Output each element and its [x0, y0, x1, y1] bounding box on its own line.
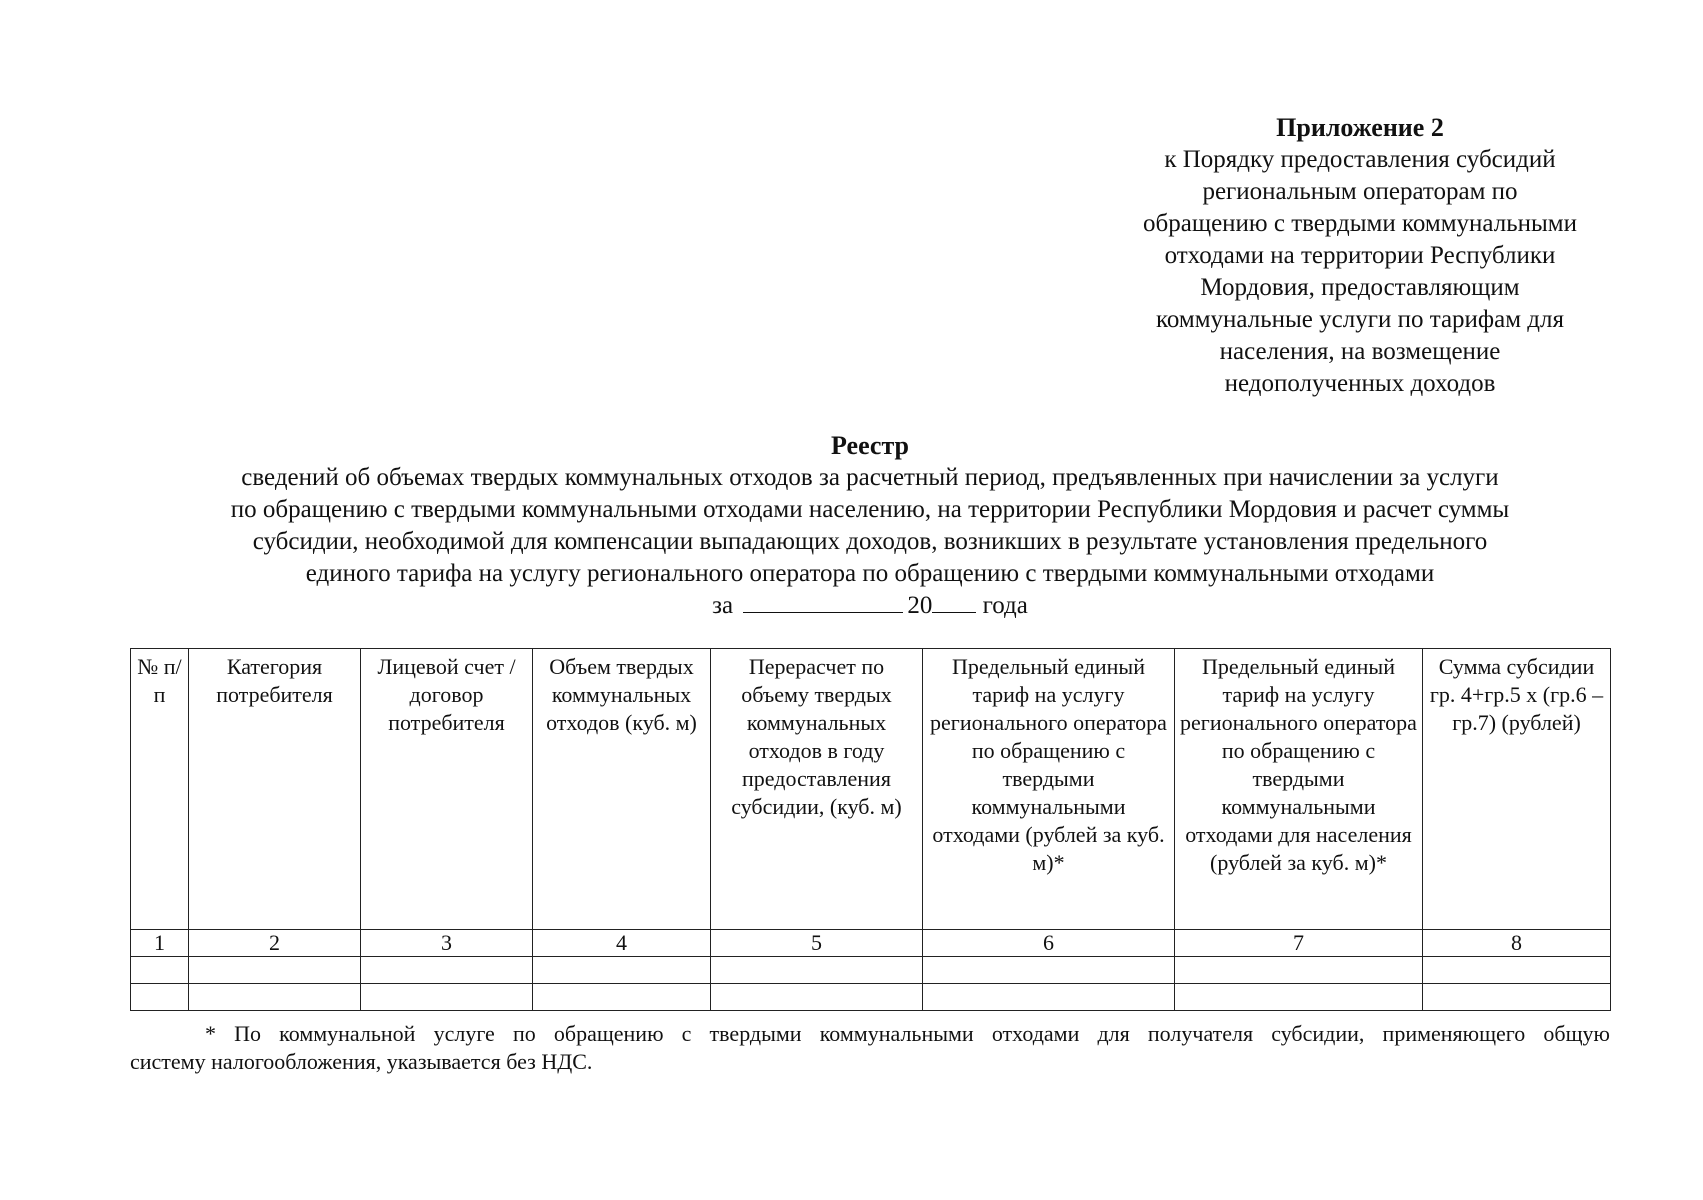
appendix-line: коммунальные услуги по тарифам для [1156, 306, 1564, 333]
registry-line: по обращению с твердыми коммунальными отходами населению, на территории Республики Мордовия и расчет суммы [230, 496, 1510, 523]
column-number-cell: 8 [1423, 930, 1611, 957]
appendix-line: населения, на возмещение [1219, 338, 1501, 365]
footnote-text: * По коммунальной услуге по обращению с твердыми коммунальными отходами для получателя субсидии, применяющего общую [205, 1021, 1610, 1046]
appendix-line: региональным операторам по [1202, 178, 1518, 205]
footnote-line: систему налогообложения, указывается без НДС. [130, 1049, 593, 1074]
table-cell [923, 984, 1175, 1011]
table-row [131, 957, 1611, 984]
registry-line: единого тарифа на услугу регионального оператора по обращению с твердыми коммунальными отходами [305, 560, 1435, 587]
appendix-line: отходами на территории Республики [1164, 242, 1556, 269]
table-cell [361, 957, 533, 984]
header-cell-category: Категория потребителя [189, 649, 361, 930]
table-cell [189, 984, 361, 1011]
footnote-line [130, 1020, 1610, 1048]
table-cell [131, 957, 189, 984]
header-cell-number: № п/п [131, 649, 189, 930]
appendix-line: недополученных доходов [1224, 370, 1496, 397]
column-number-cell: 4 [533, 930, 711, 957]
year-blank [932, 590, 976, 613]
appendix-line: обращению с твердыми коммунальными [1143, 210, 1577, 237]
table-cell [711, 957, 923, 984]
appendix-block [1110, 112, 1610, 400]
footnote [130, 1020, 1610, 1076]
period-blank [743, 590, 903, 613]
registry-line: субсидии, необходимой для компенсации выпадающих доходов, возникших в результате установления предельного [252, 528, 1488, 555]
registry-heading [140, 430, 1600, 622]
header-cell-account: Лицевой счет / договор потребителя [361, 649, 533, 930]
column-number-row [131, 930, 1611, 957]
registry-table [130, 648, 1611, 1011]
period-year-prefix: 20 [907, 592, 933, 619]
table-cell [711, 984, 923, 1011]
table-cell [1175, 984, 1423, 1011]
table-cell [923, 957, 1175, 984]
column-number-cell: 5 [711, 930, 923, 957]
appendix-title: Приложение 2 [1276, 113, 1444, 142]
header-cell-subsidy-sum: Сумма субсидии гр. 4+гр.5 х (гр.6 – гр.7) (рублей) [1423, 649, 1611, 930]
column-number-cell: 2 [189, 930, 361, 957]
table-cell [1175, 957, 1423, 984]
table-cell [533, 957, 711, 984]
table-cell [1423, 984, 1611, 1011]
appendix-line: Мордовия, предоставляющим [1200, 274, 1520, 301]
header-cell-recalc: Перерасчет по объему твердых коммунальных отходов в году предоставления субсидии, (куб. м) [711, 649, 923, 930]
table-row [131, 984, 1611, 1011]
header-cell-volume: Объем твердых коммунальных отходов (куб. м) [533, 649, 711, 930]
column-number-cell: 7 [1175, 930, 1423, 957]
header-cell-tariff-population: Предельный единый тариф на услугу регионального оператора по обращению с твердыми коммунальными отходами для населения (рублей за куб. м)* [1175, 649, 1423, 930]
column-number-cell: 6 [923, 930, 1175, 957]
period-suffix: года [982, 592, 1028, 619]
registry-title: Реестр [830, 431, 910, 460]
period-line [140, 590, 1600, 622]
column-number-cell: 3 [361, 930, 533, 957]
registry-line: сведений об объемах твердых коммунальных отходов за расчетный период, предъявленных при начислении за услуги [241, 464, 1499, 491]
table-cell [361, 984, 533, 1011]
header-cell-tariff: Предельный единый тариф на услугу регионального оператора по обращению с твердыми коммунальными отходами (рублей за куб. м)* [923, 649, 1175, 930]
table-header-row [131, 649, 1611, 930]
table-cell [189, 957, 361, 984]
appendix-line: к Порядку предоставления субсидий [1164, 146, 1556, 173]
table-cell [131, 984, 189, 1011]
period-prefix: за [712, 592, 734, 619]
table-cell [533, 984, 711, 1011]
table-cell [1423, 957, 1611, 984]
column-number-cell: 1 [131, 930, 189, 957]
